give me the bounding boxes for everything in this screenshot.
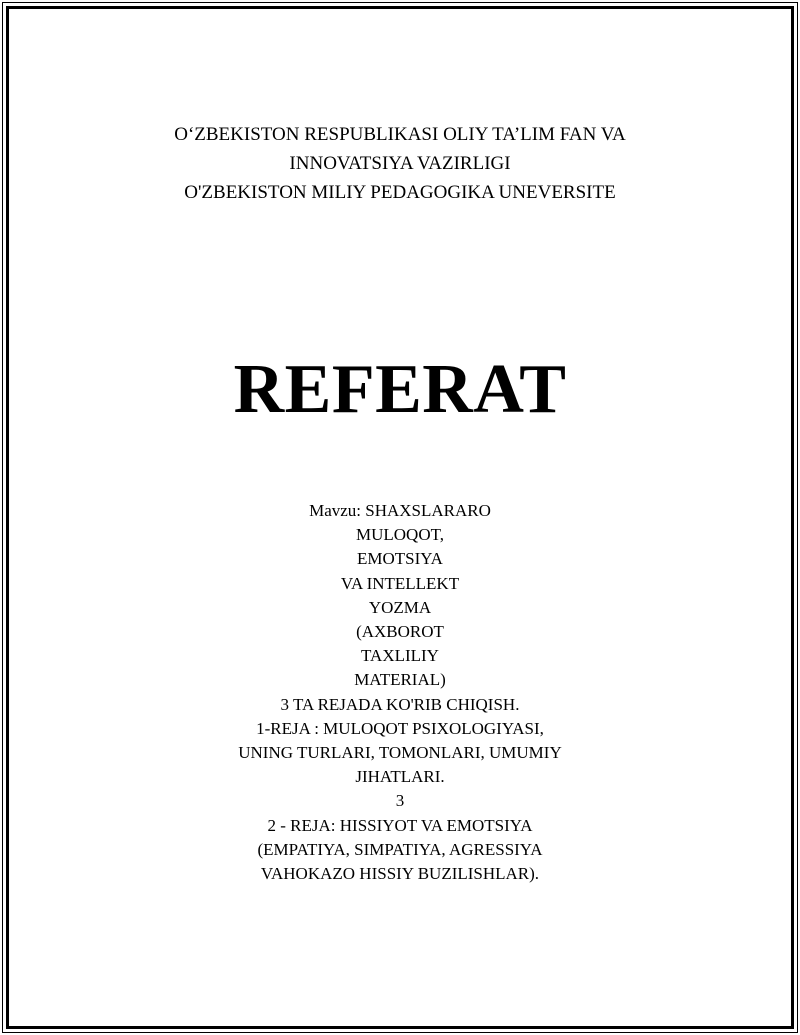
topic-line: 2 - REJA: HISSIYOT VA EMOTSIYA	[267, 815, 533, 835]
topic-line: 3 TA REJADA KO'RIB CHIQISH.	[280, 694, 520, 714]
topic-line: VAHOKAZO HISSIY BUZILISHLAR).	[260, 864, 540, 884]
topic-line: VA INTELLEKT	[340, 573, 460, 593]
topic-line: EMOTSIYA	[357, 549, 443, 569]
topic-line: TAXLILIY	[361, 646, 439, 666]
header-line: O‘ZBEKISTON RESPUBLIKASI OLIY TA’LIM FAN VA	[174, 124, 626, 145]
topic-line: MATERIAL)	[354, 670, 446, 690]
topic-block	[0, 499, 800, 886]
topic-line: YOZMA	[368, 597, 432, 617]
institution-header	[0, 120, 800, 207]
topic-line: UNING TURLARI, TOMONLARI, UMUMIY	[238, 743, 562, 763]
topic-line: (AXBOROT	[356, 622, 444, 642]
header-line: O'ZBEKISTON MILIY PEDAGOGIKA UNEVERSITE	[184, 182, 616, 203]
topic-line: Mavzu: SHAXSLARARO	[309, 501, 491, 520]
topic-line: MULOQOT,	[356, 525, 444, 545]
header-line: INNOVATSIYA VAZIRLIGI	[289, 153, 511, 174]
document-title: REFERAT	[233, 351, 567, 428]
topic-line: 1-REJA : MULOQOT PSIXOLOGIYASI,	[256, 718, 544, 738]
topic-line: (EMPATIYA, SIMPATIYA, AGRESSIYA	[257, 839, 543, 859]
topic-line: JIHATLARI.	[355, 767, 445, 787]
topic-line: 3	[395, 791, 405, 811]
